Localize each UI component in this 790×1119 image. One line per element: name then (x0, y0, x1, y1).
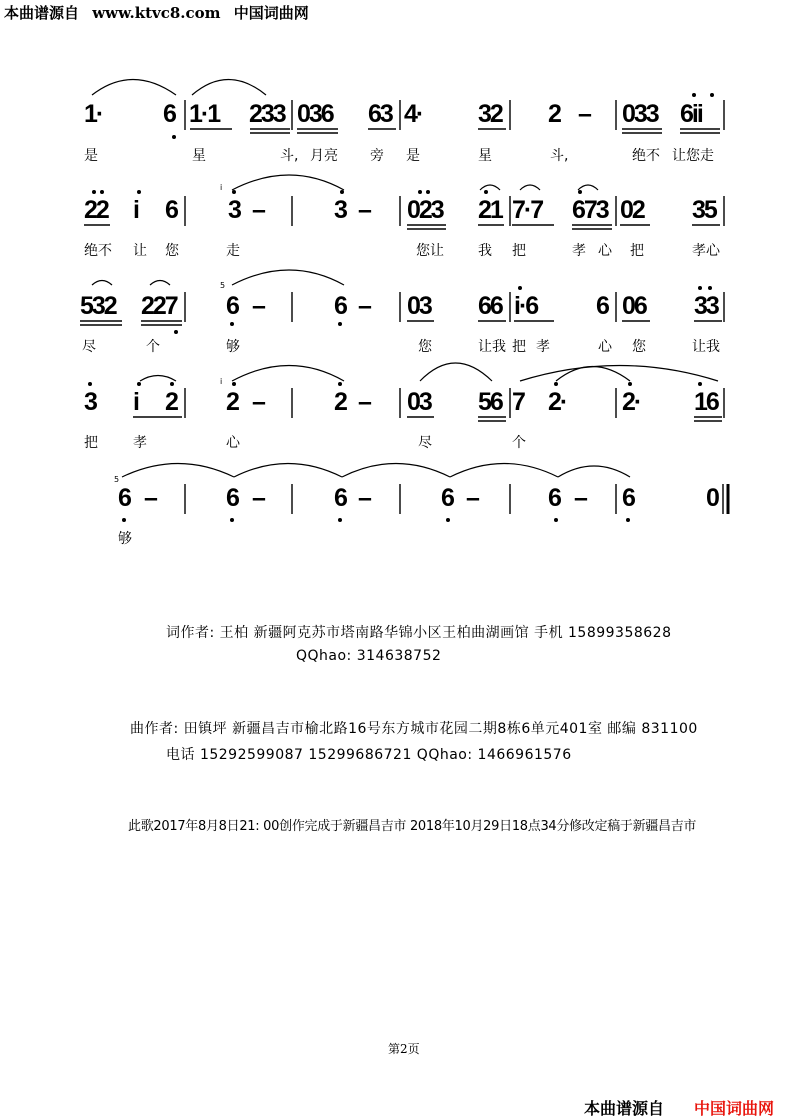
note: 6 (334, 292, 346, 320)
svg-text:5: 5 (220, 281, 226, 290)
lyric: 个 (512, 435, 526, 451)
note: – (574, 484, 586, 512)
lyric: 尽 (82, 339, 96, 355)
svg-text:i: i (220, 377, 223, 386)
note: – (358, 388, 370, 416)
note: 532 (80, 292, 116, 320)
lyric: 旁 (370, 148, 384, 164)
lyric: 把 (84, 435, 98, 451)
note: 6 (622, 484, 634, 512)
note: – (358, 292, 370, 320)
note: 673 (572, 196, 608, 224)
note: – (144, 484, 156, 512)
composer-phone: 电话 15292599087 15299686721 QQhao: 1466961576 (166, 747, 572, 763)
note: 6 (165, 196, 177, 224)
lyric: 我 (478, 243, 492, 259)
note: 03 (407, 388, 431, 416)
note: 233 (249, 100, 285, 128)
note: – (252, 196, 264, 224)
note: – (252, 484, 264, 512)
footer-source-label: 本曲谱源自 (584, 1099, 665, 1118)
note: 03 (407, 292, 431, 320)
note: 2· (548, 388, 567, 416)
lyric: 斗, (280, 148, 299, 164)
note: 6 (548, 484, 560, 512)
note: 63 (368, 100, 392, 128)
lyric: 心 (226, 435, 240, 451)
note: 6ii (680, 100, 702, 128)
header-source-label: 本曲谱源自 (4, 4, 80, 22)
note: 4· (404, 100, 423, 128)
header-url[interactable]: www.ktvc8.com (92, 4, 221, 22)
lyric: 孝 (572, 243, 586, 259)
lyric: 心 (598, 339, 612, 355)
note: 66 (478, 292, 502, 320)
lyric: 孝 (536, 339, 550, 355)
note: 6 (118, 484, 130, 512)
lyric: 让我 (692, 339, 720, 355)
lyric: 是 (84, 148, 98, 164)
lyric: 您 (418, 339, 432, 355)
lyric: 让 (133, 243, 147, 259)
note: 023 (407, 196, 443, 224)
note: 0 (706, 484, 718, 512)
svg-text:i: i (220, 183, 223, 192)
note: 2· (622, 388, 641, 416)
note: 6 (596, 292, 608, 320)
lyric: 斗, (550, 148, 569, 164)
note: – (578, 100, 590, 128)
lyric: 尽 (418, 435, 432, 451)
note: 6 (226, 484, 238, 512)
note: 2 (548, 100, 560, 128)
header-site-name: 中国词曲网 (233, 4, 309, 22)
lyric: 您 (165, 243, 179, 259)
note: 16 (694, 388, 718, 416)
note: 32 (478, 100, 502, 128)
lyric: 孝 (133, 435, 147, 451)
lyric: 走 (226, 243, 240, 259)
lyric: 您 (632, 339, 646, 355)
lyric: 星 (192, 148, 206, 164)
note: 6 (163, 100, 175, 128)
lyric: 够 (118, 531, 132, 547)
note: – (358, 196, 370, 224)
note: i·6 (514, 292, 538, 320)
note: 227 (141, 292, 177, 320)
note: 6 (441, 484, 453, 512)
lyric: 把 (512, 339, 526, 355)
lyricist-info: 词作者: 王柏 新疆阿克苏市塔南路华锦小区王柏曲湖画馆 手机 15899358628 (166, 625, 672, 641)
note: i (133, 196, 138, 224)
lyric: 绝不 (632, 148, 660, 164)
lyric: 让您走 (672, 148, 714, 164)
note: 2 (226, 388, 238, 416)
creation-note: 此歌2017年8月8日21: 00创作完成于新疆昌吉市 2018年10月29日18点34分修改定稿于新疆昌吉市 (128, 819, 697, 834)
note: 036 (297, 100, 333, 128)
lyric: 够 (226, 339, 240, 355)
note: – (358, 484, 370, 512)
note: 22 (84, 196, 108, 224)
note: 3 (84, 388, 96, 416)
note: 033 (622, 100, 658, 128)
note: 35 (692, 196, 716, 224)
lyric: 把 (630, 243, 644, 259)
note: 06 (622, 292, 646, 320)
lyric: 是 (406, 148, 420, 164)
note: 6 (226, 292, 238, 320)
note: 33 (694, 292, 718, 320)
lyricist-qq: QQhao: 314638752 (296, 648, 442, 664)
note: 02 (620, 196, 644, 224)
lyric: 心 (598, 243, 612, 259)
note: 1· (84, 100, 103, 128)
lyric: 星 (478, 148, 492, 164)
note: 7·7 (512, 196, 543, 224)
lyric: 个 (146, 339, 160, 355)
note: 2 (334, 388, 346, 416)
composer-info: 曲作者: 田镇坪 新疆昌吉市榆北路16号东方城市花园二期8栋6单元401室 邮编 831100 (130, 721, 698, 737)
lyric: 月亮 (310, 148, 338, 164)
svg-text:5: 5 (114, 475, 120, 484)
lyric: 孝心 (692, 243, 720, 259)
page-number: 第2页 (388, 1042, 420, 1056)
note: 7 (512, 388, 524, 416)
note: i (133, 388, 138, 416)
note: 21 (478, 196, 502, 224)
lyric: 您让 (416, 243, 444, 259)
note: 1·1 (189, 100, 220, 128)
lyric: 绝不 (84, 243, 112, 259)
note: 3 (228, 196, 240, 224)
lyric: 把 (512, 243, 526, 259)
note: – (466, 484, 478, 512)
note: – (252, 388, 264, 416)
note: 3 (334, 196, 346, 224)
note: – (252, 292, 264, 320)
note: 6 (334, 484, 346, 512)
note: 2 (165, 388, 177, 416)
footer-site-link[interactable]: 中国词曲网 (694, 1099, 775, 1118)
note: 56 (478, 388, 502, 416)
lyric: 让我 (478, 339, 506, 355)
